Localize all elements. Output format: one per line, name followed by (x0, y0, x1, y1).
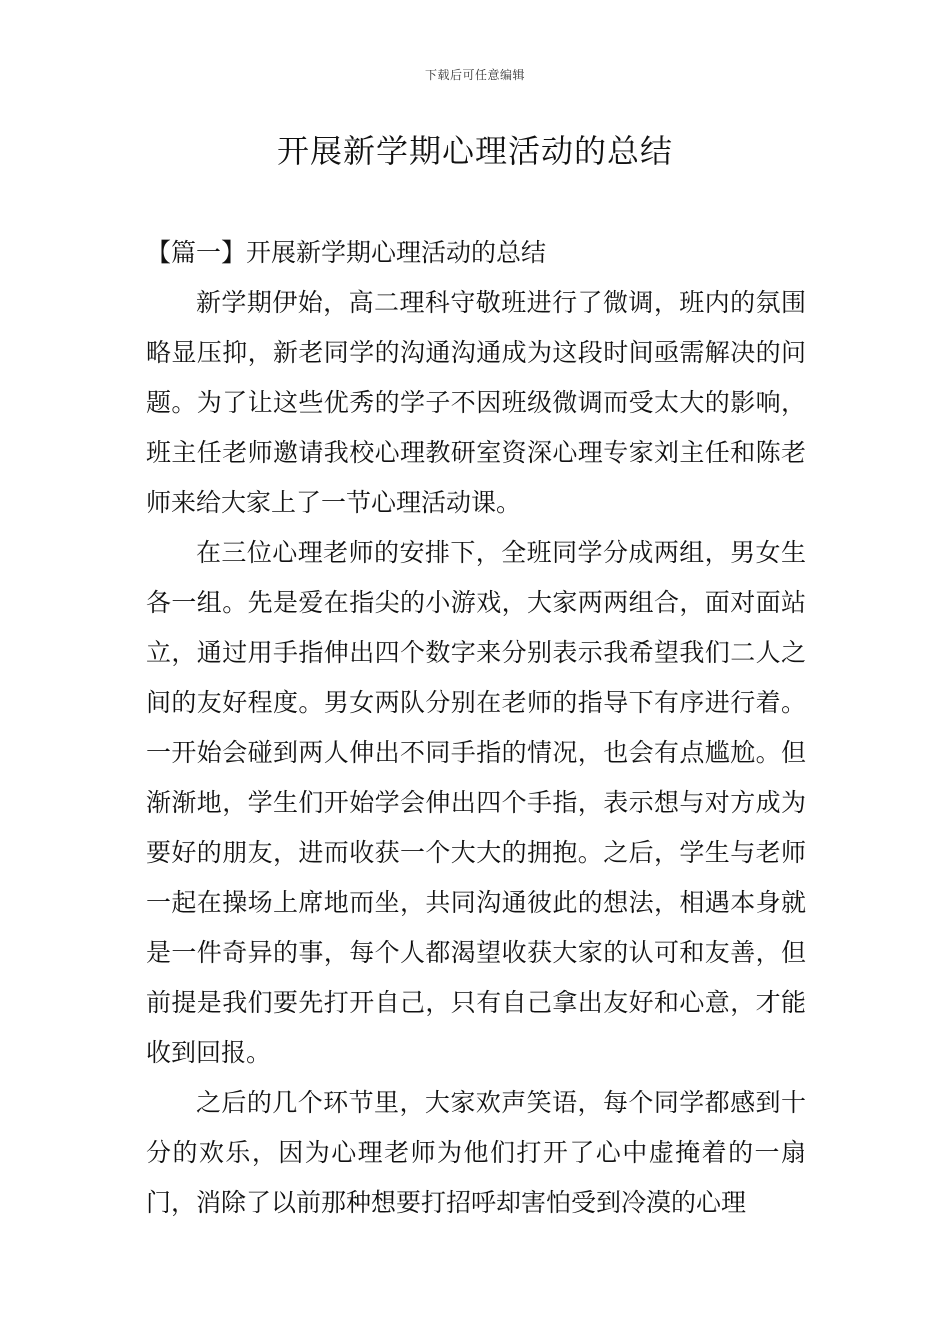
section-heading: 【篇一】开展新学期心理活动的总结 (146, 238, 547, 267)
document-body (146, 228, 806, 1228)
paragraph-2: 在三位心理老师的安排下，全班同学分成两组，男女生各一组。先是爱在指尖的小游戏，大家两两组合，面对面站立，通过用手指伸出四个数字来分别表示我希望我们二人之间的友好程度。男女两队分别在老师的指导下有序进行着。一开始会碰到两人伸出不同手指的情况，也会有点尴尬。但渐渐地，学生们开始学会伸出四个手指，表示想与对方成为要好的朋友，进而收获一个大大的拥抱。之后，学生与老师一起在操场上席地而坐，共同沟通彼此的想法，相遇本身就是一件奇异的事，每个人都渴望收获大家的认可和友善，但前提是我们要先打开自己，只有自己拿出友好和心意，才能收到回报。 (146, 538, 806, 1067)
header-note: 下载后可任意编辑 (424, 68, 525, 82)
page-title: 开展新学期心理活动的总结 (276, 132, 673, 170)
paragraph-3: 之后的几个环节里，大家欢声笑语，每个同学都感到十分的欢乐，因为心理老师为他们打开了心中虚掩着的一扇门，消除了以前那种想要打招呼却害怕受到冷漠的心理 (146, 1088, 806, 1217)
paragraph-1: 新学期伊始，高二理科守敬班进行了微调，班内的氛围略显压抑，新老同学的沟通沟通成为这段时间亟需解决的问题。为了让这些优秀的学子不因班级微调而受太大的影响，班主任老师邀请我校心理教研室资深心理专家刘主任和陈老师来给大家上了一节心理活动课。 (146, 288, 806, 517)
